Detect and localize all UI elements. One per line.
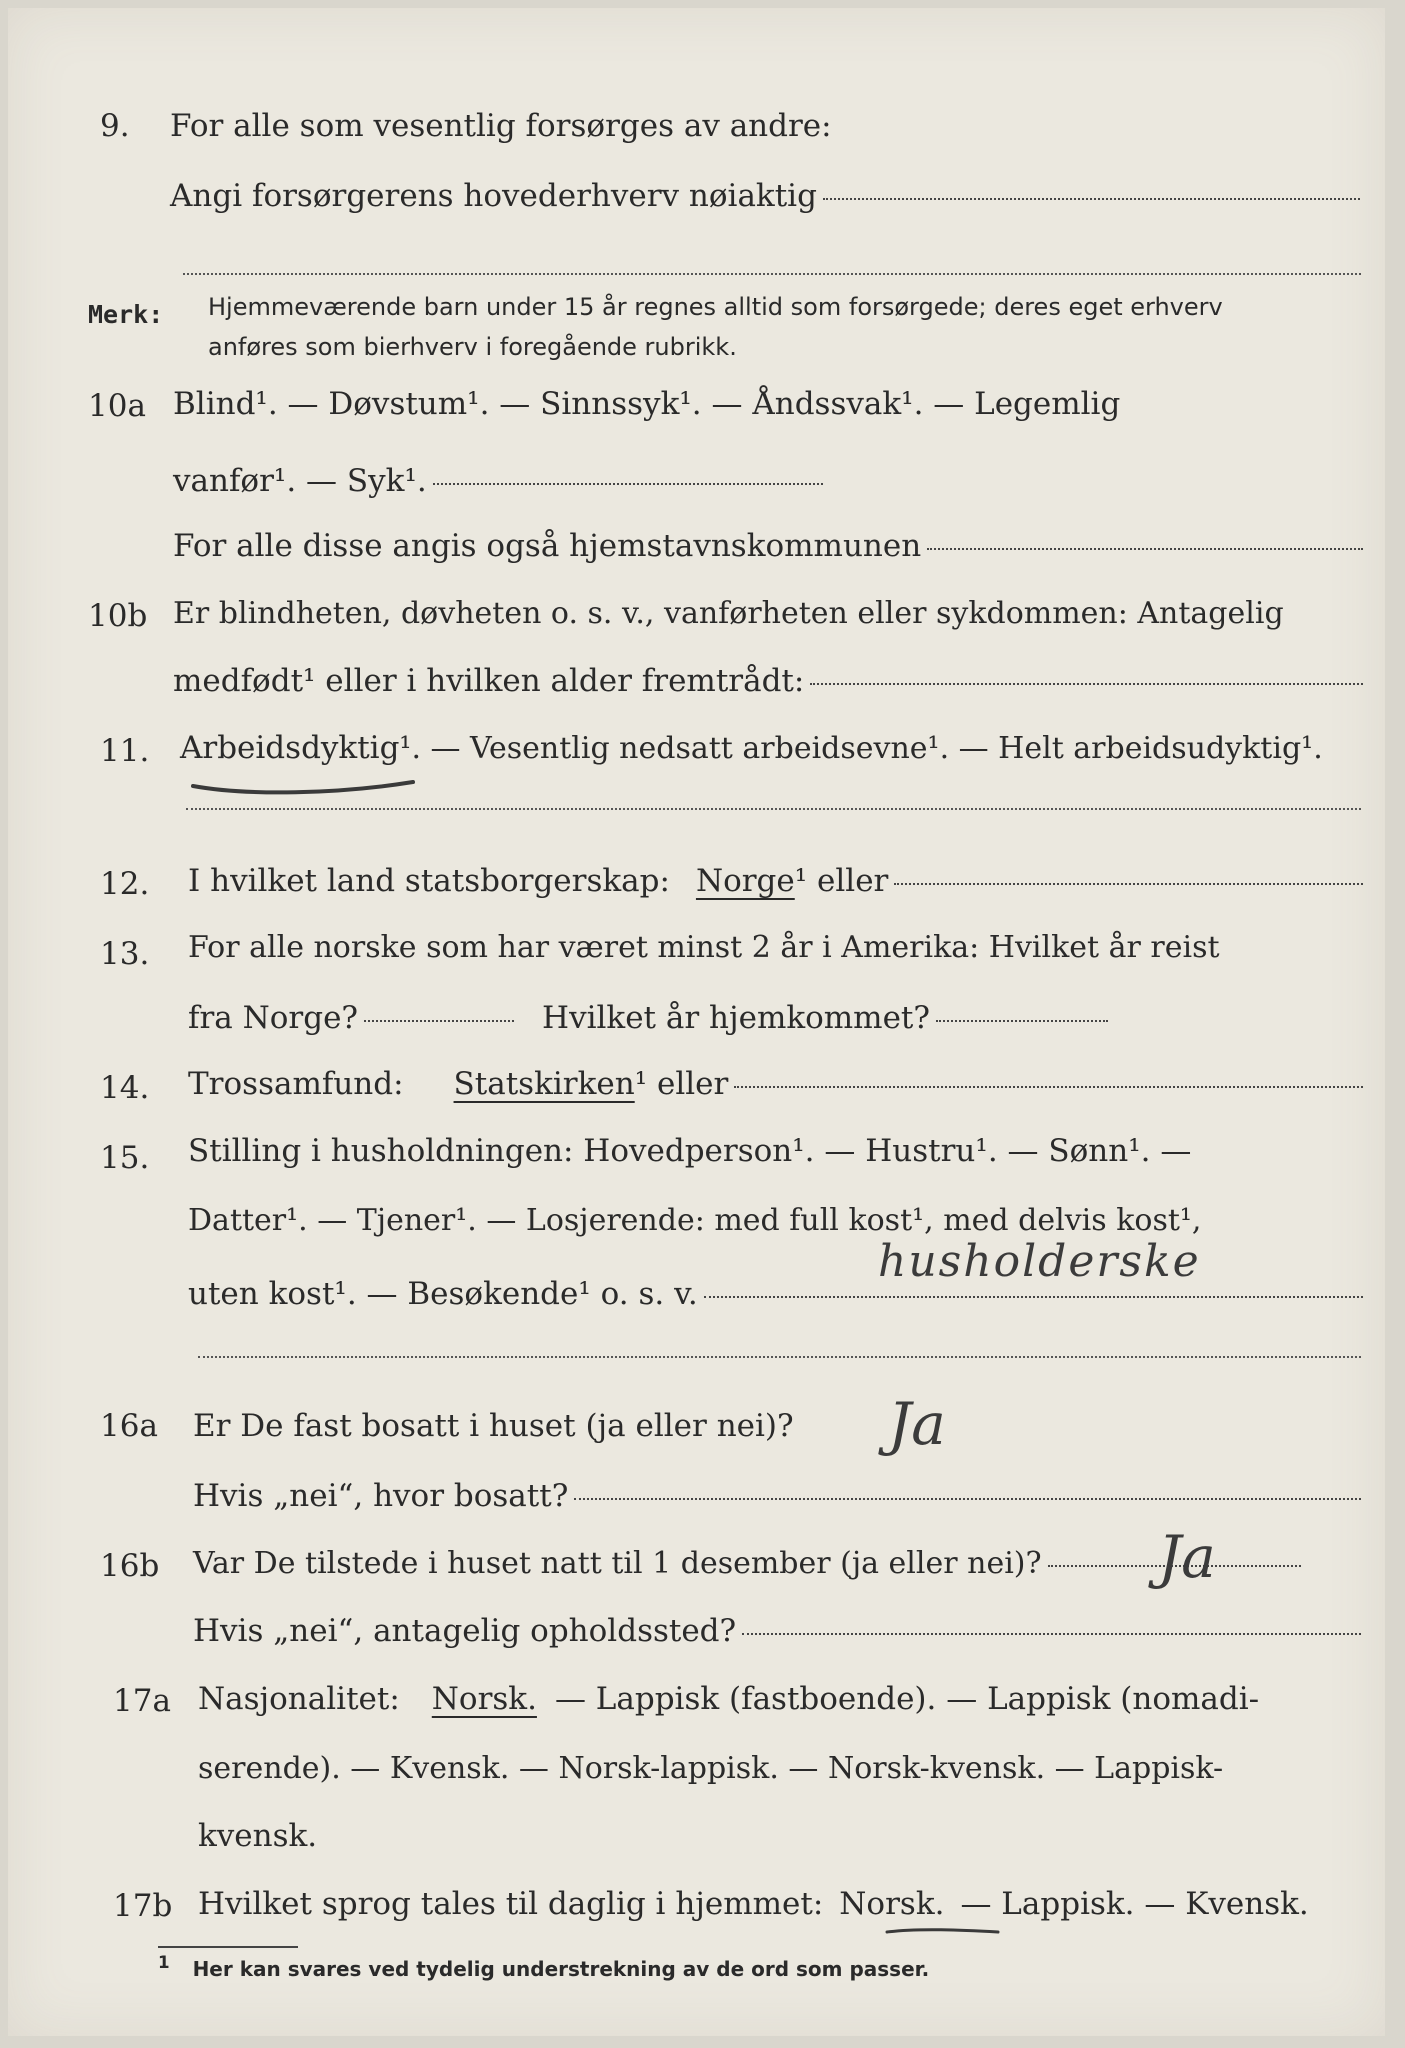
q11-number: 11. <box>100 733 150 769</box>
footnote <box>158 1953 929 1981</box>
q10a-line2: vanfør¹. — Syk¹. <box>173 463 823 499</box>
q9-number: 9. <box>100 108 130 144</box>
q9-extra-line[interactable] <box>183 273 1361 275</box>
q13-number: 13. <box>100 936 150 972</box>
q17b-number: 17b <box>113 1888 173 1924</box>
q12-number: 12. <box>100 866 150 902</box>
q10a-home-municipality-line[interactable] <box>927 548 1363 550</box>
q9-line2: Angi forsørgerens hovederhverv nøiaktig <box>170 178 1360 214</box>
q16b-number: 16b <box>100 1548 160 1584</box>
q16b-stay-location-line[interactable] <box>742 1633 1361 1635</box>
footnote-rule <box>158 1946 298 1948</box>
q15-line2: Datter¹. — Tjener¹. — Losjerende: med full kost¹, med delvis kost¹, <box>188 1203 1202 1238</box>
q10b-number: 10b <box>88 598 148 634</box>
q15-line3: uten kost¹. — Besøkende¹ o. s. v. <box>188 1276 1363 1312</box>
census-form-page <box>8 8 1385 2036</box>
q10a-line1: Blind¹. — Døvstum¹. — Sinnssyk¹. — Åndssvak¹. — Legemlig <box>173 386 1121 422</box>
q12-answer-line[interactable] <box>894 883 1363 885</box>
merk-line1: Hjemmeværende barn under 15 år regnes alltid som forsørgede; deres eget erhverv <box>208 293 1223 321</box>
q14-line: Trossamfund: Statskirken ¹ eller <box>188 1066 1363 1102</box>
q10b-line2: medfødt¹ eller i hvilken alder fremtrådt: <box>173 663 1363 699</box>
q10a-answer-line[interactable] <box>433 483 823 485</box>
q16b-line1: Var De tilstede i huset natt til 1 desember (ja eller nei)? <box>193 1546 1301 1581</box>
q10b-line1: Er blindheten, døvheten o. s. v., vanførheten eller sykdommen: Antagelig <box>173 596 1284 631</box>
handwritten-underline-q17b <box>883 1920 1003 1940</box>
q9-line1: For alle som vesentlig forsørges av andre: <box>170 108 832 144</box>
q15-handwritten-answer: husholderske <box>878 1236 1201 1287</box>
q11-extra-line[interactable] <box>186 808 1361 810</box>
q14-answer-line[interactable] <box>734 1086 1363 1088</box>
q17b-line: Hvilket sprog tales til daglig i hjemmet: Norsk. — Lappisk. — Kvensk. <box>198 1886 1309 1922</box>
q14-number: 14. <box>100 1070 150 1106</box>
q17b-option-norsk[interactable]: Norsk. <box>839 1886 945 1922</box>
q10a-line3: For alle disse angis også hjemstavnskommunen <box>173 528 1363 564</box>
q9-answer-line[interactable] <box>823 198 1360 200</box>
q17a-line3: kvensk. <box>198 1818 318 1854</box>
q16a-handwritten-answer: Ja <box>888 1390 946 1458</box>
q14-option-statskirken[interactable]: Statskirken <box>453 1066 635 1102</box>
q11-option-arbeidsdyktig[interactable]: Arbeidsdyktig <box>180 730 400 766</box>
q17a-option-norsk[interactable]: Norsk. <box>431 1681 537 1717</box>
q11-line: Arbeidsdyktig ¹. — Vesentlig nedsatt arbeidsevne¹. — Helt arbeidsudyktig¹. <box>180 730 1323 766</box>
q17a-number: 17a <box>113 1683 171 1719</box>
handwritten-underline-q11 <box>188 768 418 798</box>
q13-line2: fra Norge? Hvilket år hjemkommet? <box>188 1000 1108 1036</box>
q12-option-norge[interactable]: Norge <box>695 863 795 899</box>
q10b-answer-line[interactable] <box>810 683 1363 685</box>
q15-line1: Stilling i husholdningen: Hovedperson¹. — Hustru¹. — Sønn¹. — <box>188 1133 1192 1169</box>
q13-year-returned-line[interactable] <box>936 1020 1108 1022</box>
q13-year-left-line[interactable] <box>364 1020 514 1022</box>
merk-label: Merk: <box>88 300 164 329</box>
q15-number: 15. <box>100 1140 150 1176</box>
q16a-number: 16a <box>100 1408 158 1444</box>
q12-line: I hvilket land statsborgerskap: Norge ¹ eller <box>188 863 1363 899</box>
q17a-line2: serende). — Kvensk. — Norsk-lappisk. — Norsk-kvensk. — Lappisk- <box>198 1751 1224 1786</box>
q16b-line2: Hvis „nei“, antagelig opholdssted? <box>193 1613 1361 1649</box>
q16a-line2: Hvis „nei“, hvor bosatt? <box>193 1478 1361 1514</box>
q13-line1: For alle norske som har været minst 2 år i Amerika: Hvilket år reist <box>188 930 1220 965</box>
q10a-number: 10a <box>88 388 146 424</box>
q16a-residence-line[interactable] <box>574 1498 1361 1500</box>
q16a-line1: Er De fast bosatt i huset (ja eller nei)? <box>193 1408 794 1444</box>
footnote-mark: 1 <box>158 1953 170 1972</box>
q16b-handwritten-answer: Ja <box>1158 1523 1216 1591</box>
q17a-line1: Nasjonalitet: Norsk. — Lappisk (fastboende). — Lappisk (nomadi- <box>198 1681 1260 1717</box>
q15-extra-line[interactable] <box>198 1356 1361 1358</box>
q15-answer-line[interactable] <box>704 1296 1363 1298</box>
merk-line2: anføres som bierhverv i foregående rubrikk. <box>208 333 737 361</box>
footnote-text: Her kan svares ved tydelig understrekning av de ord som passer. <box>192 1956 930 1981</box>
